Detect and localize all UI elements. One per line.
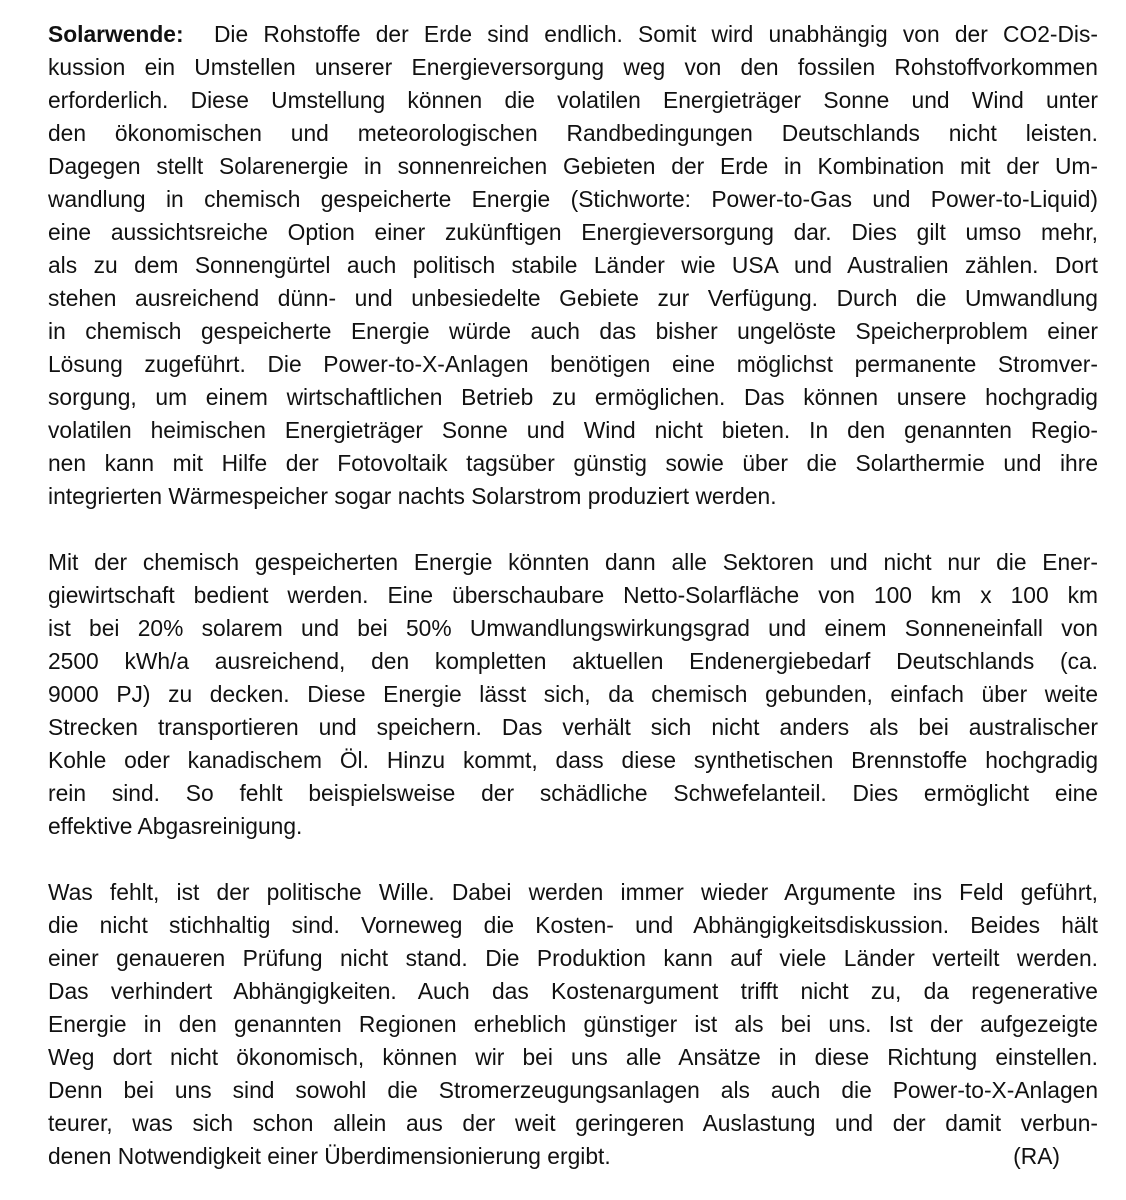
text-line: Weg dort nicht ökonomisch, können wir bei uns alle Ansätze in diese Richtung einstellen. (48, 1044, 1098, 1070)
text-line: Energie in den genannten Regionen erheblich günstiger ist als bei uns. Ist der aufgezeigte (48, 1011, 1098, 1037)
text-line: Mit der chemisch gespeicherten Energie könnten dann alle Sektoren und nicht nur die Ener- (48, 549, 1098, 575)
text-line: volatilen heimischen Energieträger Sonne und Wind nicht bieten. In den genannten Regio- (48, 417, 1098, 443)
paragraph-2 (48, 546, 1098, 843)
text-line: als zu dem Sonnengürtel auch politisch stabile Länder wie USA und Australien zählen. Dort (48, 252, 1098, 278)
text-line: denen Notwendigkeit einer Überdimensionierung ergibt. (48, 1143, 611, 1169)
article (48, 18, 1098, 1173)
text-line: nen kann mit Hilfe der Fotovoltaik tagsüber günstig sowie über die Solarthermie und ihre (48, 450, 1098, 476)
text-line: einer genaueren Prüfung nicht stand. Die Produktion kann auf viele Länder verteilt werden. (48, 945, 1098, 971)
paragraph-1-line-1-text: Die Rohstoffe der Erde sind endlich. Somit wird unabhängig von der CO2-Dis- (213, 21, 1098, 47)
text-line: kussion ein Umstellen unserer Energieversorgung weg von den fossilen Rohstoffvorkommen (48, 54, 1098, 80)
author-signature: (RA) (1013, 1143, 1060, 1169)
text-line: integrierten Wärmespeicher sogar nachts Solarstrom produziert werden. (48, 483, 777, 509)
text-line: den ökonomischen und meteorologischen Randbedingungen Deutschlands nicht leisten. (48, 120, 1098, 146)
text-line: giewirtschaft bedient werden. Eine überschaubare Netto-Solarfläche von 100 km x 100 km (48, 582, 1098, 608)
paragraph-1-line-1 (48, 18, 1098, 51)
text-line: eine aussichtsreiche Option einer zukünftigen Energieversorgung dar. Dies gilt umso mehr, (48, 219, 1098, 245)
text-line: erforderlich. Diese Umstellung können die volatilen Energieträger Sonne und Wind unter (48, 87, 1098, 113)
text-line: effektive Abgasreinigung. (48, 813, 303, 839)
text-line: in chemisch gespeicherte Energie würde auch das bisher ungelöste Speicherproblem einer (48, 318, 1098, 344)
text-line: die nicht stichhaltig sind. Vorneweg die Kosten- und Abhängigkeitsdiskussion. Beides hält (48, 912, 1098, 938)
paragraph-3 (48, 876, 1098, 1173)
text-line: Lösung zugeführt. Die Power-to-X-Anlagen benötigen eine möglichst permanente Stromver- (48, 351, 1098, 377)
paragraph-gap (48, 843, 1098, 876)
final-line (48, 1140, 1098, 1173)
text-line: Kohle oder kanadischem Öl. Hinzu kommt, dass diese synthetischen Brennstoffe hochgradig (48, 747, 1098, 773)
text-line: Denn bei uns sind sowohl die Stromerzeugungsanlagen als auch die Power-to-X-Anlagen (48, 1077, 1098, 1103)
text-line: stehen ausreichend dünn- und unbesiedelte Gebiete zur Verfügung. Durch die Umwandlung (48, 285, 1098, 311)
text-line: teurer, was sich schon allein aus der weit geringeren Auslastung und der damit verbun- (48, 1110, 1098, 1136)
text-line: rein sind. So fehlt beispielsweise der schädliche Schwefelanteil. Dies ermöglicht eine (48, 780, 1098, 806)
paragraph-1 (48, 18, 1098, 513)
paragraph-gap (48, 513, 1098, 546)
text-line: 9000 PJ) zu decken. Diese Energie lässt sich, da chemisch gebunden, einfach über weite (48, 681, 1098, 707)
text-line: 2500 kWh/a ausreichend, den kompletten aktuellen Endenergiebedarf Deutschlands (ca. (48, 648, 1098, 674)
text-line: Das verhindert Abhängigkeiten. Auch das Kostenargument trifft nicht zu, da regenerative (48, 978, 1098, 1004)
text-line: Dagegen stellt Solarenergie in sonnenreichen Gebieten der Erde in Kombination mit der Um- (48, 153, 1098, 179)
text-line: wandlung in chemisch gespeicherte Energie (Stichworte: Power-to-Gas und Power-to-Liquid) (48, 186, 1098, 212)
article-heading: Solarwende: (48, 21, 184, 47)
text-line: ist bei 20% solarem und bei 50% Umwandlungswirkungsgrad und einem Sonneneinfall von (48, 615, 1098, 641)
text-line: Was fehlt, ist der politische Wille. Dabei werden immer wieder Argumente ins Feld geführt, (48, 879, 1098, 905)
text-line: Strecken transportieren und speichern. Das verhält sich nicht anders als bei australischer (48, 714, 1098, 740)
text-line: sorgung, um einem wirtschaftlichen Betrieb zu ermöglichen. Das können unsere hochgradig (48, 384, 1098, 410)
